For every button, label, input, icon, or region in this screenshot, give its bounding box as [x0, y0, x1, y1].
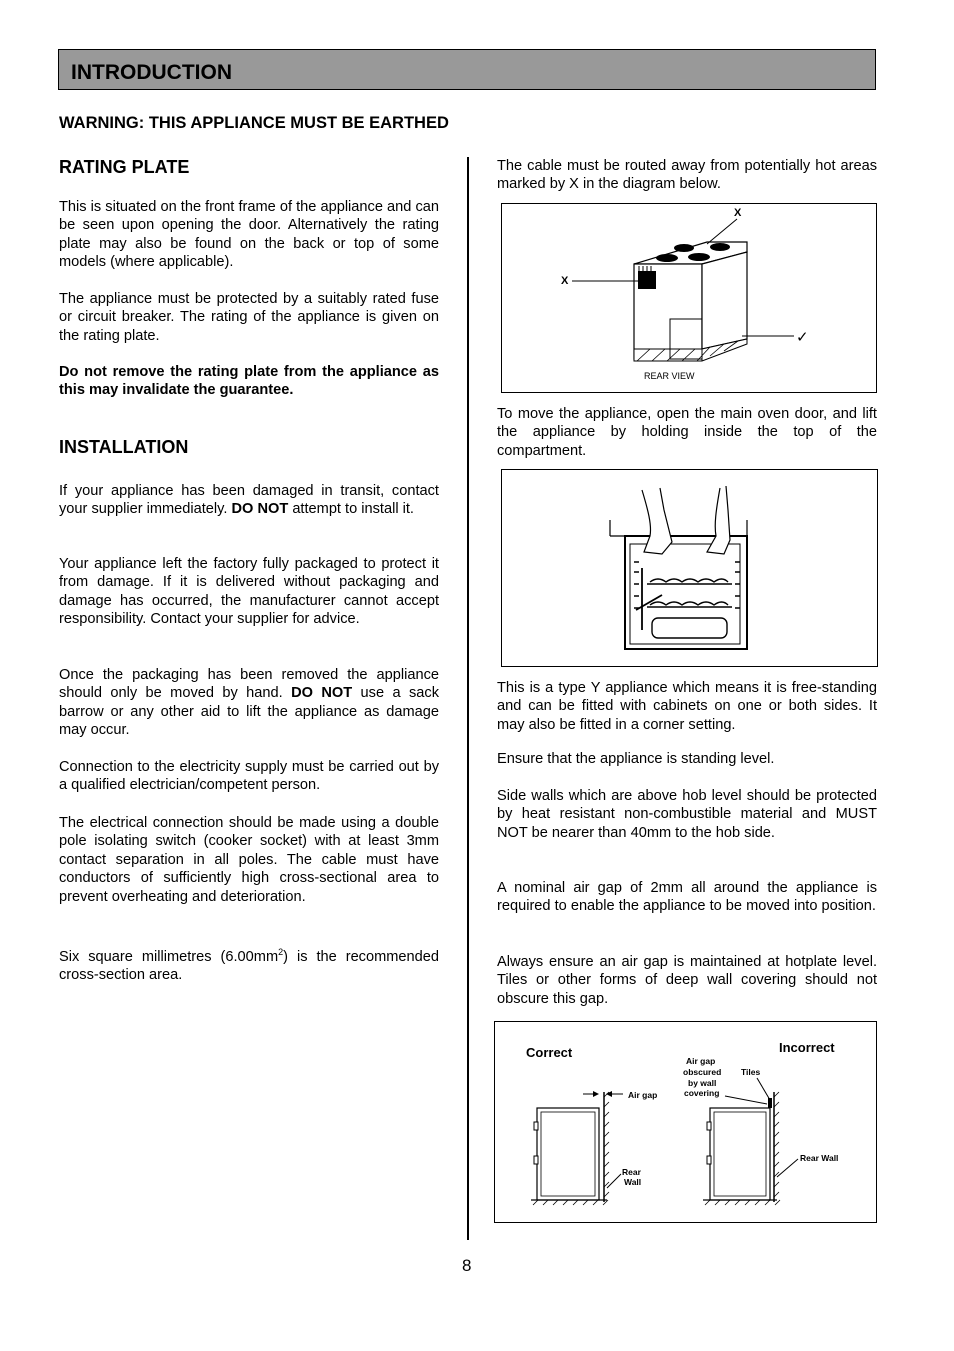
air-gap-obscured-label-2: obscured — [683, 1067, 722, 1077]
installation-heading: INSTALLATION — [59, 437, 189, 457]
rear-view-caption: REAR VIEW — [644, 371, 695, 381]
x-marker-left: X — [561, 275, 569, 287]
section-banner — [58, 49, 876, 90]
rear-wall-right-label: Rear Wall — [800, 1153, 839, 1163]
rating-paragraph-2: The appliance must be protected by a suitably rated fuse or circuit breaker. The rating of the appliance is given on the rating plate. — [59, 291, 439, 344]
installation-paragraph-5: The electrical connection should be made using a double pole isolating switch (cooker socket) with at least 3mm contact separation in all poles. The cable must have conductors of sufficiently high cross-sectional area to prevent overheating and deterioration. — [59, 815, 439, 905]
correct-label: Correct — [526, 1045, 573, 1060]
earth-warning: WARNING: THIS APPLIANCE MUST BE EARTHED — [59, 114, 449, 132]
installation-paragraph-1: If your appliance has been damaged in transit, contact your supplier immediately. DO NOT attempt to install it. — [59, 483, 439, 518]
air-gap-obscured-label-3: by wall — [688, 1078, 717, 1088]
x-marker-top: X — [734, 207, 742, 219]
hotplate-gap-paragraph: Always ensure an air gap is maintained at hotplate level. Tiles or other forms of deep wall covering should not obscure this gap. — [497, 954, 877, 1007]
air-gap-figure — [494, 1021, 877, 1223]
installation-paragraph-6: Six square millimetres $(6.00mm^2)$ is the recommended cross-section area. — [59, 947, 439, 984]
rear-view-diagram — [502, 204, 876, 392]
column-divider — [467, 157, 469, 1240]
rating-plate-heading: RATING PLATE — [59, 157, 190, 177]
type-y-paragraph: This is a type Y appliance which means it is free-standing and can be fitted with cabinets on one or both sides. It may also be fitted in a corner setting. — [497, 680, 877, 733]
lifting-figure — [501, 469, 878, 667]
lifting-diagram — [502, 470, 877, 666]
installation-paragraph-2: Your appliance left the factory fully packaged to protect it from damage. If it is delivered without packaging and damage has occurred, the manufacturer cannot accept responsibility. Contact your supplier for advice. — [59, 556, 439, 628]
installation-paragraph-3: Once the packaging has been removed the appliance should only be moved by hand. DO NOT use a sack barrow or any other aid to lift the appliance as damage may occur. — [59, 667, 439, 739]
tiles-label: Tiles — [741, 1067, 761, 1077]
rear-view-figure — [501, 203, 877, 393]
air-gap-obscured-label-4: covering — [684, 1088, 720, 1098]
air-gap-obscured-label-1: Air gap — [686, 1056, 716, 1066]
level-paragraph: Ensure that the appliance is standing level. — [497, 751, 775, 767]
rating-paragraph-1: This is situated on the front frame of the appliance and can be seen upon opening the door. Alternatively the rating plate may also be found on the back or top of some models (where applicable). — [59, 199, 439, 271]
installation-paragraph-4: Connection to the electricity supply must be carried out by a qualified electrician/competent person. — [59, 759, 439, 794]
move-appliance-paragraph: To move the appliance, open the main oven door, and lift the appliance by holding inside the top of the compartment. — [497, 406, 877, 459]
page-number: 8 — [462, 1256, 472, 1275]
air-gap-paragraph: A nominal air gap of 2mm all around the appliance is required to enable the appliance to be moved into position. — [497, 880, 877, 915]
rear-wall-left-label-2: Wall — [624, 1177, 642, 1187]
air-gap-diagram — [495, 1022, 876, 1222]
air-gap-label: Air gap — [628, 1090, 658, 1100]
tick-mark-icon: ✓ — [796, 329, 809, 346]
section-title: INTRODUCTION — [71, 61, 232, 84]
cable-routing-paragraph: The cable must be routed away from potentially hot areas marked by X in the diagram below. — [497, 158, 877, 193]
rating-warning-paragraph: Do not remove the rating plate from the appliance as this may invalidate the guarantee. — [59, 364, 439, 399]
rear-wall-left-label: Rear — [622, 1167, 641, 1177]
side-walls-paragraph: Side walls which are above hob level should be protected by heat resistant non-combustible material and MUST NOT be nearer than 40mm to the hob side. — [497, 788, 877, 841]
incorrect-label: Incorrect — [779, 1040, 835, 1055]
